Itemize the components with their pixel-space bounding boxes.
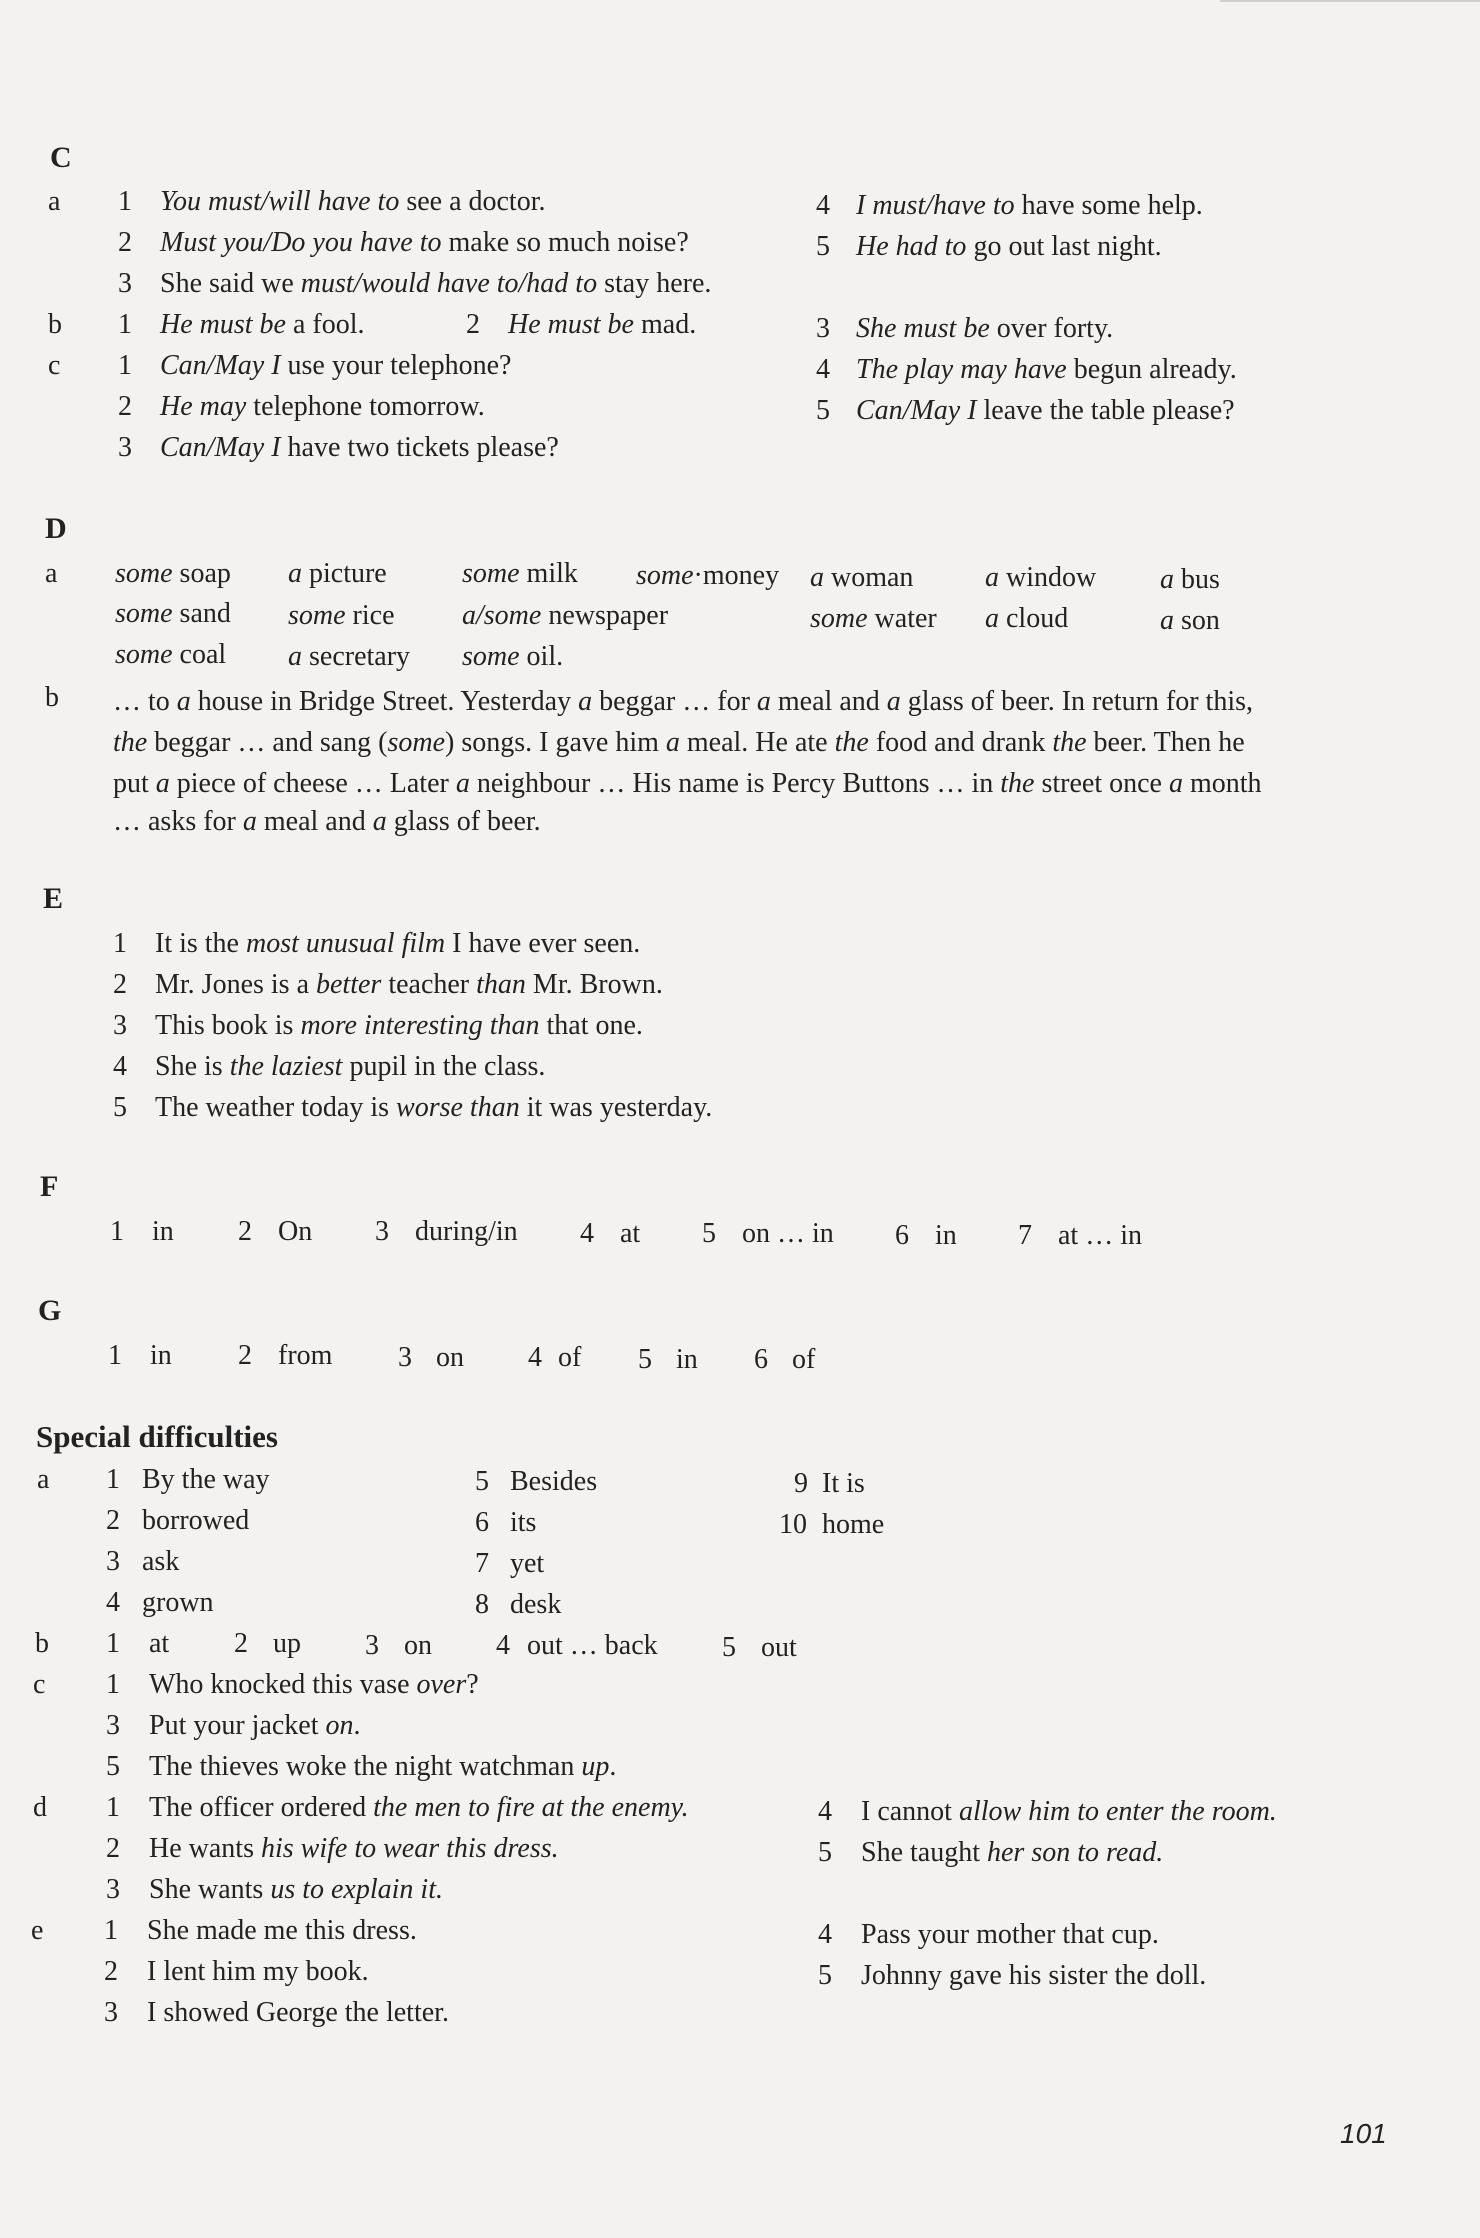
word-item: a window [985,562,1097,593]
item-number: 5 [106,1751,120,1782]
item-number: 5 [818,1837,832,1868]
page-number: 101 [1340,2118,1387,2149]
item-number: 3 [106,1546,120,1577]
item-number: 4 [106,1587,120,1618]
answer-line: The thieves woke the night watchman up. [149,1751,617,1782]
item-number: 2 [238,1340,252,1371]
word-item: a son [1160,605,1220,636]
answer-line: Pass your mother that cup. [861,1919,1159,1950]
item-number: 5 [702,1218,716,1249]
item-number: 1 [106,1669,120,1700]
paragraph-line: put a piece of cheese … Later a neighbour … His name is Percy Buttons … in the street once a month [113,768,1262,799]
item-number: 1 [108,1340,122,1371]
item-number: 4 [113,1051,127,1082]
word-item: a secretary [288,641,411,672]
answer-line: This book is more interesting than that one. [155,1010,643,1041]
answer-line: He may telephone tomorrow. [160,391,485,422]
word-item: a/some newspaper [462,600,669,631]
answer-word: of [792,1344,816,1375]
word-item: some coal [115,639,227,670]
item-number: 2 [466,309,480,340]
item-number: 1 [106,1792,120,1823]
answer-word: Besides [510,1466,598,1497]
answer-word: It is [822,1468,865,1499]
item-number: 1 [118,309,132,340]
item-number: 2 [118,227,132,258]
item-number: 6 [895,1220,909,1251]
item-number: 1 [104,1915,118,1946]
sublabel-sd-e: e [31,1915,44,1946]
word-item: some soap [115,558,231,589]
item-number: 6 [754,1344,768,1375]
item-number: 5 [722,1632,736,1663]
item-number: 10 [779,1509,807,1540]
item-number: 6 [475,1507,489,1538]
sublabel-sd-d: d [33,1792,47,1823]
answer-word: in [150,1340,172,1371]
answer-word: yet [510,1548,545,1579]
item-number: 4 [816,190,830,221]
answer-line: Put your jacket on. [149,1710,361,1741]
answer-word: on [436,1342,464,1373]
item-number: 4 [496,1630,510,1661]
answer-word: from [278,1340,333,1371]
answer-word: grown [142,1587,214,1618]
answer-word: On [278,1216,313,1247]
answer-word: home [822,1509,885,1540]
answer-line: Who knocked this vase over? [149,1669,479,1700]
item-number: 1 [106,1464,120,1495]
item-number: 3 [118,268,132,299]
item-number: 7 [475,1548,489,1579]
item-number: 3 [118,432,132,463]
answer-line: She taught her son to read. [861,1837,1164,1868]
item-number: 5 [816,231,830,262]
answer-line: He must be a fool. [160,309,365,340]
section-heading-e: E [43,882,64,915]
answer-line: Johnny gave his sister the doll. [861,1960,1207,1991]
item-number: 3 [106,1874,120,1905]
item-number: 1 [118,186,132,217]
item-number: 3 [398,1342,412,1373]
item-number: 2 [118,391,132,422]
answer-line: He must be mad. [508,309,697,340]
answer-line: She made me this dress. [147,1915,417,1946]
item-number: 4 [818,1919,832,1950]
answer-line: She wants us to explain it. [149,1874,443,1905]
sublabel-c-a: a [48,186,61,217]
item-number: 3 [816,313,830,344]
answer-line: Mr. Jones is a better teacher than Mr. Brown. [155,969,663,1000]
word-item: some rice [288,600,395,631]
item-number: 4 [580,1218,594,1249]
answer-line: He had to go out last night. [856,231,1162,262]
answer-word: up [273,1628,301,1659]
sublabel-c-b: b [48,309,62,340]
sublabel-sd-c: c [33,1669,46,1700]
item-number: 5 [475,1466,489,1497]
word-item: some milk [462,558,578,589]
answer-line: It is the most unusual film I have ever seen. [155,928,641,959]
answer-line: She said we must/would have to/had to stay here. [160,268,712,299]
item-number: 5 [638,1344,652,1375]
answer-word: in [152,1216,174,1247]
section-heading-d: D [45,512,67,545]
item-number: 1 [106,1628,120,1659]
answer-word: its [510,1507,537,1538]
item-number: 4 [816,354,830,385]
item-number: 1 [118,350,132,381]
answer-word: at [149,1628,170,1659]
item-number: 1 [110,1216,124,1247]
item-number: 3 [113,1010,127,1041]
item-number: 2 [234,1628,248,1659]
answer-word: borrowed [142,1505,250,1536]
answer-word: out … back [527,1630,658,1661]
answer-word: of [558,1342,582,1373]
word-item: some sand [115,598,231,629]
sublabel-sd-b: b [35,1628,49,1659]
item-number: 2 [238,1216,252,1247]
word-item: a picture [288,558,387,589]
answer-line: I must/have to have some help. [856,190,1203,221]
answer-word: on [404,1630,432,1661]
section-heading-special: Special difficulties [36,1419,278,1454]
answer-word: on … in [742,1218,834,1249]
top-rule [1220,0,1480,2]
item-number: 5 [113,1092,127,1123]
word-item: some oil. [462,641,564,672]
answer-line: I lent him my book. [147,1956,369,1987]
answer-line: He wants his wife to wear this dress. [149,1833,559,1864]
answer-line: I cannot allow him to enter the room. [861,1796,1277,1827]
answer-word: desk [510,1589,562,1620]
paragraph-line: … asks for a meal and a glass of beer. [113,806,541,837]
answer-word: By the way [142,1464,270,1495]
item-number: 2 [113,969,127,1000]
answer-word: during/in [415,1216,518,1247]
answer-word: out [761,1632,797,1663]
paragraph-line: the beggar … and sang (some) songs. I gave him a meal. He ate the food and drank the beer. Then he [113,727,1245,758]
answer-line: She must be over forty. [856,313,1114,344]
answer-word: ask [142,1546,180,1577]
word-item: some·money [636,560,780,591]
item-number: 1 [113,928,127,959]
item-number: 3 [375,1216,389,1247]
answer-line: I showed George the letter. [147,1997,449,2028]
item-number: 3 [106,1710,120,1741]
answer-word: in [676,1344,698,1375]
item-number: 3 [365,1630,379,1661]
item-number: 9 [794,1468,808,1499]
item-number: 2 [106,1505,120,1536]
answer-line: Can/May I use your telephone? [160,350,512,381]
answer-line: The officer ordered the men to fire at the enemy. [149,1792,689,1823]
sublabel-d-a: a [45,558,58,589]
sublabel-sd-a: a [37,1464,50,1495]
section-heading-g: G [38,1294,62,1327]
item-number: 4 [818,1796,832,1827]
answer-line: You must/will have to see a doctor. [160,186,546,217]
answer-word: at [620,1218,641,1249]
sublabel-c-c: c [48,350,61,381]
item-number: 5 [818,1960,832,1991]
answer-word: at … in [1058,1220,1142,1251]
answer-line: Must you/Do you have to make so much noise? [160,227,689,258]
answer-line: The weather today is worse than it was yesterday. [155,1092,713,1123]
paragraph-line: … to a house in Bridge Street. Yesterday a beggar … for a meal and a glass of beer. In return for this, [113,686,1253,717]
item-number: 2 [104,1956,118,1987]
answer-line: Can/May I have two tickets please? [160,432,559,463]
word-item: a bus [1160,564,1220,595]
word-item: a woman [810,562,914,593]
item-number: 2 [106,1833,120,1864]
answer-word: in [935,1220,957,1251]
section-heading-f: F [40,1170,59,1203]
sublabel-d-b: b [45,682,59,713]
section-heading-c: C [50,141,72,174]
word-item: some water [810,603,937,634]
item-number: 5 [816,395,830,426]
answer-line: She is the laziest pupil in the class. [155,1051,546,1082]
answer-line: Can/May I leave the table please? [856,395,1235,426]
item-number: 3 [104,1997,118,2028]
item-number: 7 [1018,1220,1032,1251]
answer-line: The play may have begun already. [856,354,1237,385]
item-number: 4 [528,1342,542,1373]
word-item: a cloud [985,603,1069,634]
item-number: 8 [475,1589,489,1620]
